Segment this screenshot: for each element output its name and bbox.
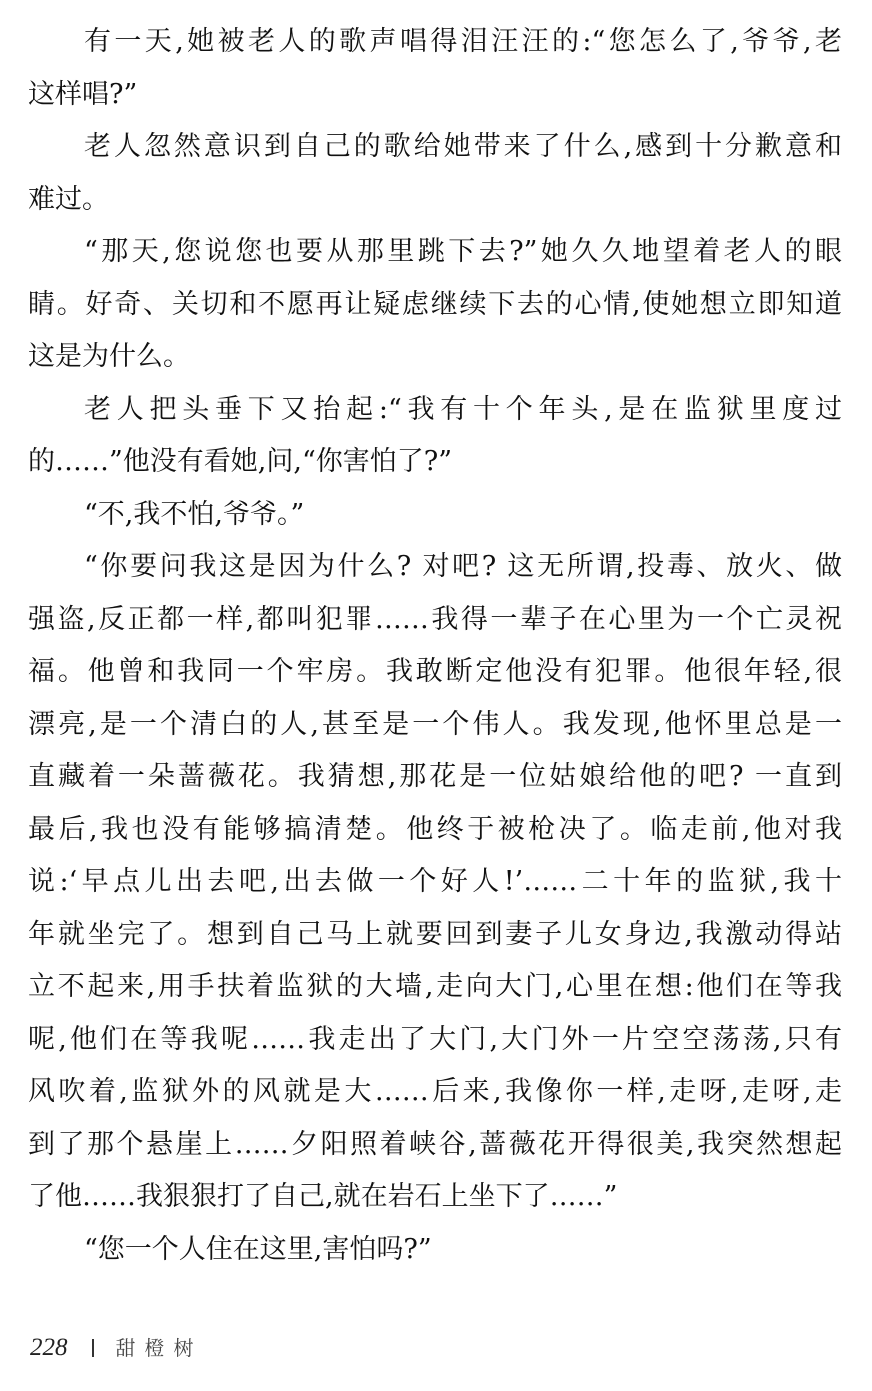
text-line: 年就坐完了。想到自己马上就要回到妻子儿女身边,我激动得站 (28, 919, 842, 950)
text-line: 老人把头垂下又抬起:“我有十个年头,是在监狱里度过 (84, 394, 842, 425)
text-line: 最后,我也没有能够搞清楚。他终于被枪决了。临走前,他对我 (28, 814, 842, 845)
text-line: 立不起来,用手扶着监狱的大墙,走向大门,心里在想:他们在等我 (28, 971, 842, 1002)
text-line: 难过。 (28, 184, 109, 215)
text-line: 风吹着,监狱外的风就是大……后来,我像你一样,走呀,走呀,走 (28, 1076, 842, 1107)
text-line: “那天,您说您也要从那里跳下去?”她久久地望着老人的眼 (84, 236, 842, 267)
text-line: “你要问我这是因为什么? 对吧? 这无所谓,投毒、放火、做 (84, 551, 842, 582)
text-line: 老人忽然意识到自己的歌给她带来了什么,感到十分歉意和 (84, 131, 842, 162)
text-line: 呢,他们在等我呢……我走出了大门,大门外一片空空荡荡,只有 (28, 1024, 842, 1055)
text-line: “您一个人住在这里,害怕吗?” (84, 1234, 432, 1265)
text-line: “不,我不怕,爷爷。” (84, 499, 305, 530)
text-line: 说:‘早点儿出去吧,出去做一个好人!’……二十年的监狱,我十 (28, 866, 842, 897)
text-line: 这样唱?” (28, 79, 138, 110)
text-line: 福。他曾和我同一个牢房。我敢断定他没有犯罪。他很年轻,很 (28, 656, 842, 687)
text-line: 直藏着一朵蔷薇花。我猜想,那花是一位姑娘给他的吧? 一直到 (28, 761, 842, 792)
text-line: 到了那个悬崖上……夕阳照着峡谷,蔷薇花开得很美,我突然想起 (28, 1129, 842, 1160)
text-line: 强盗,反正都一样,都叫犯罪……我得一辈子在心里为一个亡灵祝 (28, 604, 842, 635)
footer-separator (92, 1339, 94, 1357)
page-footer (30, 1330, 203, 1366)
text-line: 漂亮,是一个清白的人,甚至是一个伟人。我发现,他怀里总是一 (28, 709, 842, 740)
text-line: 了他……我狠狠打了自己,就在岩石上坐下了……” (28, 1181, 618, 1212)
text-line: 有一天,她被老人的歌声唱得泪汪汪的:“您怎么了,爷爷,老 (84, 26, 842, 57)
text-line: 这是为什么。 (28, 341, 190, 372)
page-number: 228 (30, 1334, 68, 1361)
text-line: 的……”他没有看她,问,“你害怕了?” (28, 446, 453, 477)
book-title: 甜橙树 (115, 1336, 203, 1360)
text-line: 睛。好奇、关切和不愿再让疑虑继续下去的心情,使她想立即知道 (28, 289, 842, 320)
